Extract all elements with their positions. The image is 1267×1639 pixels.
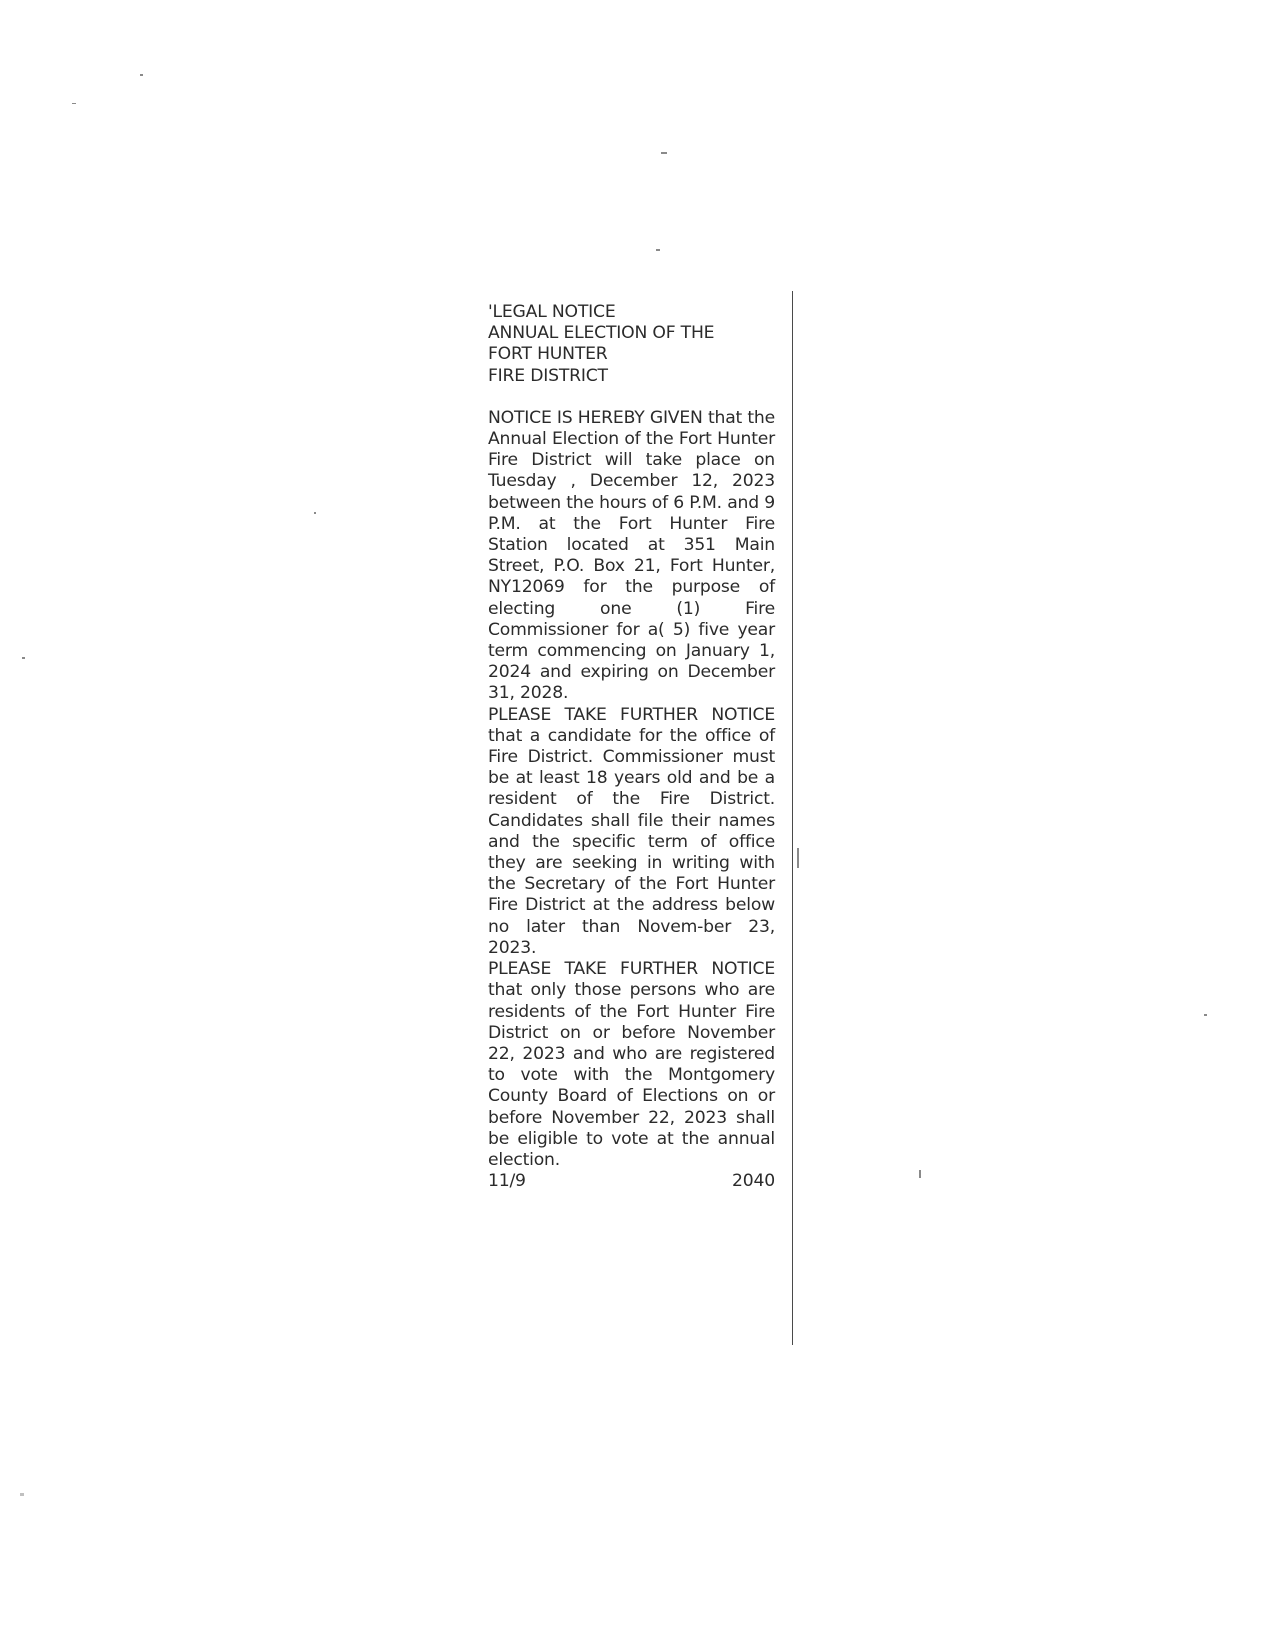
legal-notice-column	[488, 302, 775, 1192]
scan-speck	[314, 512, 316, 514]
scan-speck	[22, 657, 25, 659]
notice-paragraph: PLEASE TAKE FURTHER NOTICE that a candidate for the office of Fire District. Commissioner must be at least 18 years old and be a resident of the Fire District. Candidates shall file their names and the specific term of office they are seeking in writing with the Secretary of the Fort Hunter Fire District at the address below no later than Novem-ber 23, 2023.	[488, 704, 775, 958]
scan-speck	[797, 848, 799, 868]
notice-header-line: FORT HUNTER	[488, 344, 608, 365]
scan-speck	[919, 1170, 921, 1178]
publication-date: 11/9	[488, 1171, 526, 1192]
scan-speck	[72, 103, 76, 104]
scan-speck	[1204, 1014, 1207, 1016]
notice-paragraph: PLEASE TAKE FURTHER NOTICE that only those persons who are residents of the Fort Hunter Fire District on or before November 22, 2023 and who are registered to vote with the Montgomery County Board of Elections on or before November 22, 2023 shall be eligible to vote at the annual election.	[488, 959, 775, 1170]
scan-speck	[140, 74, 143, 76]
notice-header-line: ANNUAL ELECTION OF THE	[488, 323, 715, 344]
scan-speck	[20, 1493, 24, 1496]
column-rule	[792, 291, 793, 1345]
notice-paragraph: NOTICE IS HEREBY GIVEN that the Annual Election of the Fort Hunter Fire District will take place on Tuesday , December 12, 2023 between the hours of 6 P.M. and 9 P.M. at the Fort Hunter Fire Station located at 351 Main Street, P.O. Box 21, Fort Hunter, NY12069 for the purpose of electing one (1) Fire Commissioner for a( 5) five year term commencing on January 1, 2024 and expiring on December 31, 2028.	[488, 407, 775, 704]
notice-header-line: 'LEGAL NOTICE	[488, 302, 616, 322]
scan-speck	[656, 249, 660, 251]
notice-header	[488, 302, 775, 387]
notice-number: 2040	[732, 1171, 775, 1192]
notice-footer	[488, 1171, 775, 1192]
notice-header-line: FIRE DISTRICT	[488, 365, 608, 386]
scan-speck	[661, 152, 667, 154]
